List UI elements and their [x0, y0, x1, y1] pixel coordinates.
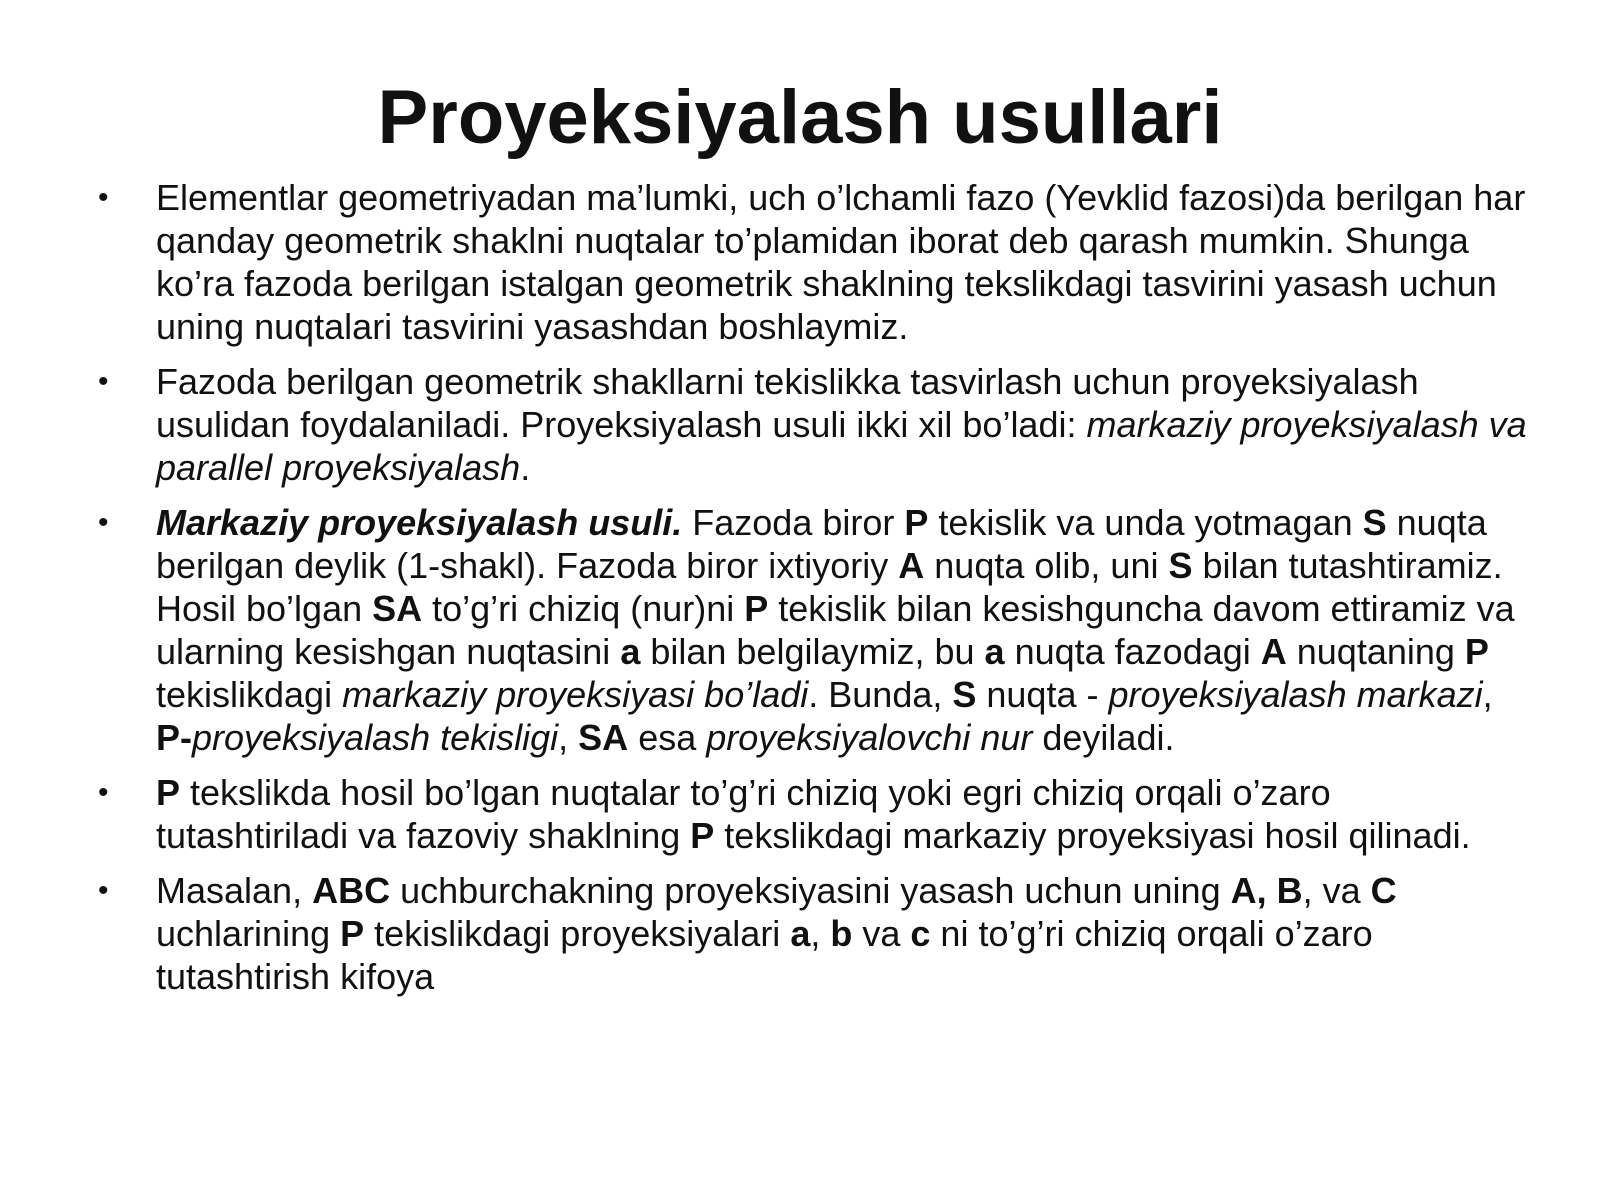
text-run: , — [558, 717, 579, 758]
text-run: . Bunda, — [808, 674, 953, 715]
text-run: SA — [372, 588, 423, 629]
text-run: proyeksiyalovchi nur — [706, 717, 1033, 758]
text-run: a — [790, 913, 811, 954]
text-run: ABC — [312, 870, 391, 911]
text-run: proyeksiyalash markazi — [1108, 674, 1483, 715]
bullet-item-2 — [88, 360, 1528, 489]
text-run: esa — [628, 717, 707, 758]
text-run: ni to’g’ri chiziq orqali o’zaro tutashtirish kifoya — [156, 913, 1373, 997]
text-run: a — [620, 631, 641, 672]
bullet-dot-icon: • — [98, 365, 109, 398]
text-run: Fazoda berilgan geometrik shakllarni tekislikka tasvirlash uchun proyeksiyalash usulidan foydalaniladi. Proyeksiyalash usuli ikki xil bo’ladi: — [156, 361, 1419, 445]
text-run: bilan tutashtiramiz. Hosil bo’lgan — [156, 545, 1503, 629]
text-run: S — [952, 674, 977, 715]
text-run: uchlarining — [156, 913, 341, 954]
text-run: tekislik bilan kesishguncha davom ettiramiz va ularning kesishgan nuqtasini — [156, 588, 1515, 672]
text-run: nuqtaning — [1286, 631, 1465, 672]
bullet-item-1 — [88, 176, 1528, 348]
bullet-item-3 — [88, 501, 1528, 759]
text-run: A — [1260, 631, 1287, 672]
text-run: P — [904, 502, 929, 543]
text-run: b — [830, 913, 853, 954]
bullet-dot-icon: • — [98, 181, 109, 214]
text-run: S — [1168, 545, 1193, 586]
text-run: markaziy proyeksiyalash va parallel proyeksiyalash — [156, 404, 1527, 488]
text-run: tekslikda hosil bo’lgan nuqtalar to’g’ri chiziq yoki egri chiziq orqali o’zaro tutashtiriladi va fazoviy shaklning — [156, 772, 1331, 856]
text-run: a — [984, 631, 1005, 672]
text-run: uchburchakning proyeksiyasini yasash uchun uning — [390, 870, 1231, 911]
text-run: P — [340, 913, 365, 954]
text-run: tekislik va unda yotmagan — [928, 502, 1363, 543]
bullet-dot-icon: • — [98, 506, 109, 539]
text-run: tekslikdagi markaziy proyeksiyasi hosil qilinadi. — [714, 815, 1471, 856]
text-run: , — [1482, 674, 1493, 715]
text-run: proyeksiyalash tekisligi — [192, 717, 559, 758]
bullet-item-5 — [88, 869, 1528, 998]
text-run: S — [1362, 502, 1387, 543]
text-run: nuqta - — [976, 674, 1109, 715]
text-run: C — [1370, 870, 1397, 911]
text-run: P — [1464, 631, 1489, 672]
text-run: nuqta olib, uni — [924, 545, 1169, 586]
text-run: P — [744, 588, 769, 629]
bullet-text — [156, 361, 1527, 488]
bullet-dot-icon: • — [98, 776, 109, 809]
bullet-text — [156, 772, 1471, 856]
text-run: . — [520, 447, 531, 488]
slide-title: Proyeksiyalash usullari — [377, 75, 1223, 160]
text-run: Fazoda biror — [682, 502, 905, 543]
text-run: P- — [156, 717, 192, 758]
text-run: , va — [1302, 870, 1371, 911]
text-run: P — [156, 772, 181, 813]
text-run: Markaziy proyeksiyalash usuli. — [156, 502, 683, 543]
text-run: c — [910, 913, 931, 954]
text-run: A — [898, 545, 925, 586]
text-run: deyiladi. — [1032, 717, 1175, 758]
text-run: nuqta berilgan deylik (1-shakl). Fazoda biror ixtiyoriy — [156, 502, 1487, 586]
bullet-item-4 — [88, 771, 1528, 857]
bullet-text — [156, 870, 1397, 997]
bullet-text — [156, 502, 1515, 758]
text-run: tekislikdagi — [156, 674, 343, 715]
text-run: bilan belgilaymiz, bu — [640, 631, 985, 672]
text-run: , — [810, 913, 831, 954]
text-run: SA — [578, 717, 629, 758]
bullet-text — [156, 177, 1525, 347]
text-run: nuqta fazodagi — [1004, 631, 1261, 672]
text-run: to’g’ri chiziq (nur)ni — [422, 588, 745, 629]
text-run: P — [690, 815, 715, 856]
text-run: Masalan, — [156, 870, 313, 911]
bullet-list — [88, 176, 1528, 1010]
text-run: Elementlar geometriyadan ma’lumki, uch o’lchamli fazo (Yevklid fazosi)da berilgan har qanday geometrik shaklni nuqtalar to’plamidan iborat deb qarash mumkin. Shunga ko’ra fazoda berilgan istalgan geometrik shaklning tekslikdagi tasvirini yasash uchun uning nuqtalari tasvirini yasashdan boshlaymiz. — [156, 177, 1526, 347]
text-run: tekislikdagi proyeksiyalari — [364, 913, 791, 954]
text-run: A, B — [1230, 870, 1303, 911]
text-run: markaziy proyeksiyasi bo’ladi — [342, 674, 809, 715]
text-run: va — [852, 913, 911, 954]
bullet-dot-icon: • — [98, 874, 109, 907]
